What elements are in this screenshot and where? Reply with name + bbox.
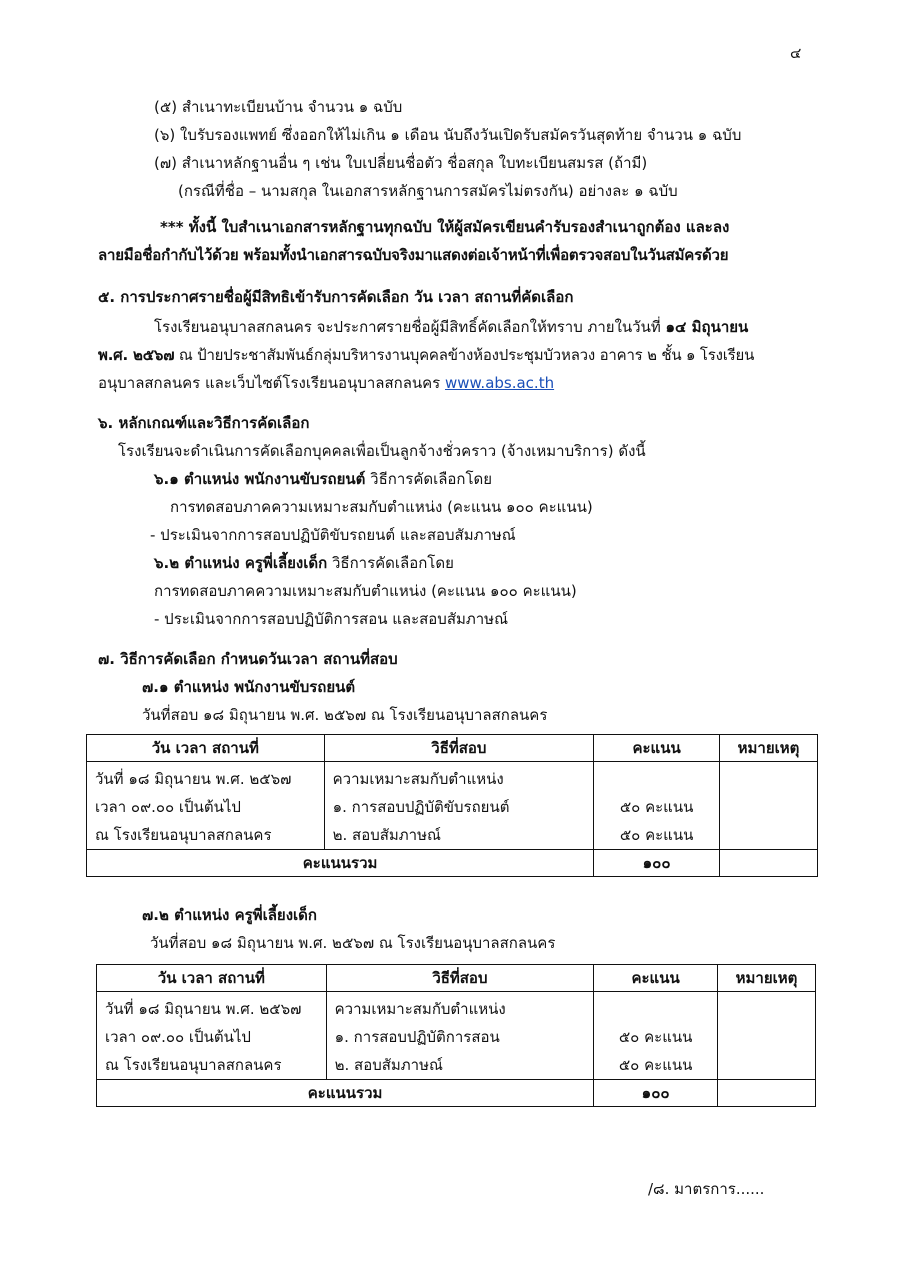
section-7-1-date: วันที่สอบ ๑๘ มิถุนายน พ.ศ. ๒๕๖๗ ณ โรงเรียนอนุบาลสกลนคร	[142, 706, 548, 724]
next-page-footer: /๘. มาตรการ......	[648, 1180, 765, 1198]
section-6-heading: ๖. หลักเกณฑ์และวิธีการคัดเลือก	[98, 414, 310, 432]
section-5-text: โรงเรียนอนุบาลสกลนคร จะประกาศรายชื่อผู้มีสิทธิ์คัดเลือกให้ทราบ ภายในวันที่	[154, 318, 666, 336]
method-cell	[324, 762, 594, 850]
note-line-1: *** ทั้งนี้ ใบสำเนาเอกสารหลักฐานทุกฉบับ ให้ผู้สมัครเขียนคำรับรองสำเนาถูกต้อง และลง	[160, 218, 730, 236]
total-remark	[718, 1080, 816, 1107]
exam-date: วันที่ ๑๘ มิถุนายน พ.ศ. ๒๕๖๗	[105, 1000, 302, 1018]
remark-cell	[720, 762, 818, 850]
section-5-text-3: อนุบาลสกลนคร และเว็บไซต์โรงเรียนอนุบาลสกลนคร	[98, 374, 445, 392]
method-interview: ๒. สอบสัมภาษณ์	[334, 1056, 443, 1074]
section-5-line-3	[98, 374, 554, 392]
exam-time: เวลา ๐๙.๐๐ เป็นต้นไป	[95, 798, 241, 816]
section-5-heading: ๕. การประกาศรายชื่อผู้มีสิทธิเข้ารับการคัดเลือก วัน เวลา สถานที่คัดเลือก	[98, 288, 574, 306]
total-score: ๑๐๐	[594, 850, 720, 877]
method-cell	[326, 992, 594, 1080]
header-remark: หมายเหตุ	[720, 735, 818, 762]
doc-item-6: (๖) ใบรับรองแพทย์ ซึ่งออกให้ไม่เกิน ๑ เดือน นับถึงวันเปิดรับสมัครวันสุดท้าย จำนวน ๑ ฉบับ	[154, 126, 742, 144]
exam-time: เวลา ๐๙.๐๐ เป็นต้นไป	[105, 1028, 251, 1046]
score-interview: ๕๐ คะแนน	[618, 1056, 693, 1074]
table-row	[97, 992, 816, 1080]
exam-place: ณ โรงเรียนอนุบาลสกลนคร	[95, 826, 272, 844]
method-text-2: วิธีการคัดเลือกโดย	[327, 554, 454, 572]
section-5-text-2: ณ ป้ายประชาสัมพันธ์กลุ่มบริหารงานบุคคลข้างห้องประชุมบัวหลวง อาคาร ๒ ชั้น ๑ โรงเรียน	[174, 346, 755, 364]
exam-place: ณ โรงเรียนอนุบาลสกลนคร	[105, 1056, 282, 1074]
score-practical: ๕๐ คะแนน	[619, 798, 694, 816]
score-blank	[602, 765, 711, 793]
section-6-2-eval: - ประเมินจากการสอบปฏิบัติการสอน และสอบสัมภาษณ์	[154, 610, 508, 628]
announce-date: ๑๔ มิถุนายน	[665, 318, 749, 336]
doc-item-7-cont: (กรณีที่ชื่อ – นามสกุล ในเอกสารหลักฐานการสมัครไม่ตรงกัน) อย่างละ ๑ ฉบับ	[178, 182, 678, 200]
schedule-table-driver	[86, 734, 818, 877]
announce-year: พ.ศ. ๒๕๖๗	[98, 346, 175, 364]
remark-cell	[718, 992, 816, 1080]
table-header-row	[87, 735, 818, 762]
header-method: วิธีที่สอบ	[324, 735, 594, 762]
header-score: คะแนน	[594, 965, 718, 992]
section-6-2-test: การทดสอบภาคความเหมาะสมกับตำแหน่ง (คะแนน ๑๐๐ คะแนน)	[154, 582, 577, 600]
position-driver-title: ๖.๑ ตำแหน่ง พนักงานขับรถยนต์	[154, 470, 366, 488]
total-remark	[720, 850, 818, 877]
doc-item-5: (๕) สำเนาทะเบียนบ้าน จำนวน ๑ ฉบับ	[154, 98, 403, 116]
method-practical: ๑. การสอบปฏิบัติขับรถยนต์	[332, 798, 510, 816]
position-nanny-title: ๖.๒ ตำแหน่ง ครูพี่เลี้ยงเด็ก	[154, 554, 328, 572]
total-score: ๑๐๐	[594, 1080, 718, 1107]
section-6-1-test: การทดสอบภาคความเหมาะสมกับตำแหน่ง (คะแนน ๑๐๐ คะแนน)	[170, 498, 593, 516]
header-method: วิธีที่สอบ	[326, 965, 594, 992]
when-cell	[97, 992, 327, 1080]
section-7-1-heading: ๗.๑ ตำแหน่ง พนักงานขับรถยนต์	[142, 678, 356, 696]
total-row	[97, 1080, 816, 1107]
method-text: วิธีการคัดเลือกโดย	[365, 470, 493, 488]
total-label: คะแนนรวม	[97, 1080, 594, 1107]
section-7-2-date: วันที่สอบ ๑๘ มิถุนายน พ.ศ. ๒๕๖๗ ณ โรงเรียนอนุบาลสกลนคร	[150, 934, 556, 952]
header-when: วัน เวลา สถานที่	[87, 735, 325, 762]
section-5-line-1	[154, 318, 748, 336]
total-row	[87, 850, 818, 877]
table-header-row	[97, 965, 816, 992]
section-6-1	[154, 470, 492, 488]
score-practical: ๕๐ คะแนน	[618, 1028, 693, 1046]
table-row	[87, 762, 818, 850]
doc-item-7: (๗) สำเนาหลักฐานอื่น ๆ เช่น ใบเปลี่ยนชื่อตัว ชื่อสกุล ใบทะเบียนสมรส (ถ้ามี)	[154, 154, 648, 172]
note-line-2: ลายมือชื่อกำกับไว้ด้วย พร้อมทั้งนำเอกสารฉบับจริงมาแสดงต่อเจ้าหน้าที่เพื่อตรวจสอบในวันสมัครด้วย	[98, 246, 729, 264]
total-label: คะแนนรวม	[87, 850, 594, 877]
method-title: ความเหมาะสมกับตำแหน่ง	[332, 770, 504, 788]
score-cell	[594, 762, 720, 850]
method-interview: ๒. สอบสัมภาษณ์	[332, 826, 441, 844]
exam-date: วันที่ ๑๘ มิถุนายน พ.ศ. ๒๕๖๗	[95, 770, 292, 788]
header-when: วัน เวลา สถานที่	[97, 965, 327, 992]
section-7-heading: ๗. วิธีการคัดเลือก กำหนดวันเวลา สถานที่สอบ	[98, 650, 398, 668]
header-score: คะแนน	[594, 735, 720, 762]
section-7-2-heading: ๗.๒ ตำแหน่ง ครูพี่เลี้ยงเด็ก	[142, 906, 317, 924]
method-practical: ๑. การสอบปฏิบัติการสอน	[334, 1028, 500, 1046]
score-interview: ๕๐ คะแนน	[619, 826, 694, 844]
schedule-table-nanny	[96, 964, 816, 1107]
score-cell	[594, 992, 718, 1080]
header-remark: หมายเหตุ	[718, 965, 816, 992]
section-6-1-eval: - ประเมินจากการสอบปฏิบัติขับรถยนต์ และสอบสัมภาษณ์	[150, 526, 516, 544]
section-6-2	[154, 554, 454, 572]
section-6-intro: โรงเรียนจะดำเนินการคัดเลือกบุคคลเพื่อเป็นลูกจ้างชั่วคราว (จ้างเหมาบริการ) ดังนี้	[118, 442, 646, 460]
method-title: ความเหมาะสมกับตำแหน่ง	[334, 1000, 506, 1018]
score-blank	[602, 995, 709, 1023]
page-number: ๔	[790, 44, 802, 62]
website-link[interactable]: www.abs.ac.th	[445, 374, 555, 392]
when-cell	[87, 762, 325, 850]
section-5-line-2	[98, 346, 754, 364]
